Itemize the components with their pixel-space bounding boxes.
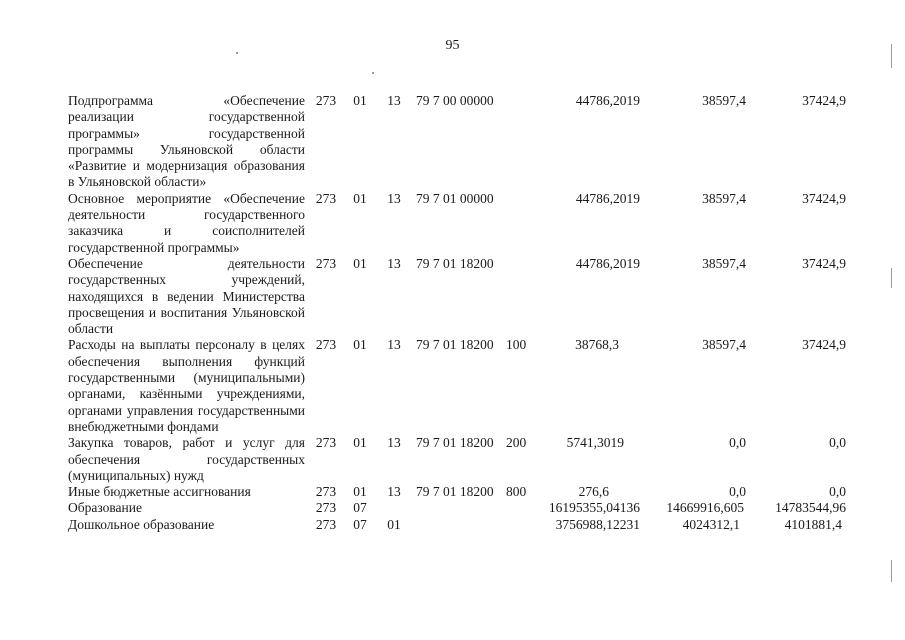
row-value-1: 16195355,04136 bbox=[548, 500, 640, 516]
row-code-admin: 273 bbox=[315, 484, 337, 500]
row-code-target bbox=[411, 500, 506, 516]
row-value-3: 37424,9 bbox=[802, 190, 846, 206]
row-value-1: 276,6 bbox=[578, 484, 609, 500]
row-value-1: 5741,3019 bbox=[566, 435, 624, 451]
row-code-section: 01 bbox=[353, 337, 367, 353]
row-name: Иные бюджетные ассигнования bbox=[68, 484, 251, 500]
row-code-target: 79 7 01 18200 bbox=[416, 484, 494, 500]
row-value-2: 4024312,1 bbox=[682, 516, 740, 532]
row-code-subsection bbox=[377, 500, 411, 516]
table-row bbox=[68, 500, 846, 516]
row-name: Подпрограмма «Обеспечение реализации государственной программы» государственной программы Ульяновской области «Развитие и модернизация образования в Ульяновской области» bbox=[68, 93, 305, 190]
row-value-3: 4101881,4 bbox=[784, 516, 842, 532]
row-code-section: 01 bbox=[353, 435, 367, 451]
row-code-expense bbox=[506, 517, 536, 533]
row-value-2: 14669916,605 bbox=[666, 500, 744, 516]
row-code-admin: 273 bbox=[315, 190, 337, 206]
row-code-section: 01 bbox=[353, 255, 367, 271]
table-row bbox=[68, 93, 846, 191]
row-value-3: 37424,9 bbox=[802, 93, 846, 108]
row-value-2: 0,0 bbox=[729, 484, 746, 500]
row-code-target bbox=[411, 517, 506, 533]
row-code-admin: 273 bbox=[315, 500, 337, 516]
row-code-target: 79 7 01 18200 bbox=[416, 255, 494, 271]
row-name: Обеспечение деятельности государственных учреждений, находящихся в ведении Министерства просвещения и воспитания Ульяновской области bbox=[68, 255, 305, 337]
row-code-admin: 273 bbox=[315, 435, 337, 451]
row-code-target: 79 7 01 18200 bbox=[416, 435, 494, 451]
row-code-target: 79 7 01 18200 bbox=[416, 337, 494, 353]
budget-table bbox=[68, 93, 846, 533]
row-code-expense: 200 bbox=[506, 435, 527, 451]
row-value-3: 0,0 bbox=[829, 484, 846, 500]
row-value-2: 38597,4 bbox=[702, 337, 746, 353]
row-code-target: 79 7 00 00000 bbox=[416, 93, 494, 108]
table-row bbox=[68, 256, 846, 337]
row-code-subsection: 13 bbox=[387, 93, 401, 108]
row-value-1: 3756988,12231 bbox=[555, 516, 640, 532]
page-number: 95 bbox=[445, 38, 460, 53]
row-code-admin: 273 bbox=[315, 255, 337, 271]
row-value-1: 44786,2019 bbox=[575, 93, 640, 108]
row-code-subsection: 13 bbox=[387, 435, 401, 451]
row-code-subsection: 13 bbox=[387, 337, 401, 353]
row-name: Дошкольное образование bbox=[68, 516, 215, 532]
row-code-subsection: 01 bbox=[387, 516, 401, 532]
scan-speck bbox=[236, 52, 238, 54]
row-code-subsection: 13 bbox=[387, 484, 401, 500]
row-code-admin: 273 bbox=[315, 93, 337, 108]
row-value-2: 38597,4 bbox=[702, 93, 746, 108]
row-value-1: 44786,2019 bbox=[575, 190, 640, 206]
scan-edge-mark bbox=[891, 560, 892, 582]
row-code-section: 07 bbox=[353, 516, 367, 532]
table-row bbox=[68, 191, 846, 256]
table-row bbox=[68, 517, 846, 533]
row-value-2: 0,0 bbox=[729, 435, 746, 451]
table-row bbox=[68, 484, 846, 500]
row-name: Расходы на выплаты персоналу в целях обеспечения выполнения функций государственными (муниципальными) органами, казёнными учреждениями, органами управления государственными внебюджетными фондами bbox=[68, 337, 305, 434]
row-code-expense bbox=[506, 256, 536, 337]
row-code-expense: 800 bbox=[506, 484, 527, 500]
row-value-2: 38597,4 bbox=[702, 190, 746, 206]
row-value-3: 37424,9 bbox=[802, 255, 846, 271]
row-code-subsection: 13 bbox=[387, 255, 401, 271]
row-value-1: 44786,2019 bbox=[575, 255, 640, 271]
row-value-2: 38597,4 bbox=[702, 255, 746, 271]
row-value-3: 37424,9 bbox=[802, 337, 846, 353]
row-code-expense bbox=[506, 191, 536, 256]
row-code-expense bbox=[506, 93, 536, 191]
row-code-section: 01 bbox=[353, 190, 367, 206]
row-value-3: 0,0 bbox=[829, 435, 846, 451]
row-code-subsection: 13 bbox=[387, 190, 401, 206]
row-code-section: 07 bbox=[353, 500, 367, 516]
row-name: Основное мероприятие «Обеспечение деятельности государственного заказчика и соисполнителей государственной программы» bbox=[68, 190, 305, 255]
row-name: Образование bbox=[68, 500, 142, 516]
row-code-admin: 273 bbox=[315, 516, 337, 532]
row-code-target: 79 7 01 00000 bbox=[416, 190, 494, 206]
row-name: Закупка товаров, работ и услуг для обеспечения государственных (муниципальных) нужд bbox=[68, 435, 305, 483]
row-code-expense bbox=[506, 500, 536, 516]
row-value-3: 14783544,96 bbox=[775, 500, 846, 516]
row-value-1: 38768,3 bbox=[575, 337, 619, 353]
row-code-section: 01 bbox=[353, 93, 367, 108]
table-row bbox=[68, 337, 846, 435]
row-code-expense: 100 bbox=[506, 337, 527, 353]
row-code-section: 01 bbox=[353, 484, 367, 500]
scan-edge-mark bbox=[891, 268, 892, 288]
row-code-admin: 273 bbox=[315, 337, 337, 353]
scan-edge-mark bbox=[891, 44, 892, 68]
table-row bbox=[68, 435, 846, 484]
scan-speck bbox=[372, 72, 374, 74]
